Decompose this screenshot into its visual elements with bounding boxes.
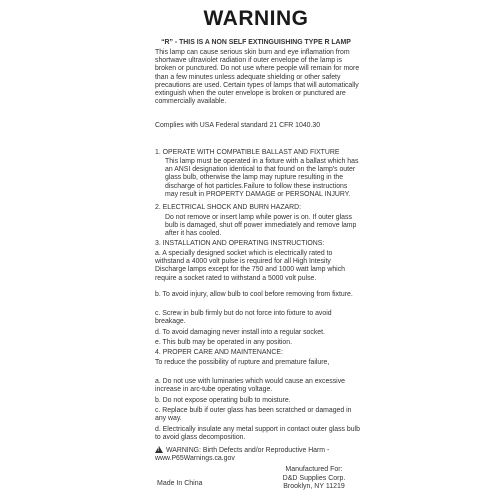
section-3-item-d: d. To avoid damaging never install into a regular socket. bbox=[155, 329, 325, 336]
made-in-text: Made In China bbox=[157, 480, 203, 487]
federal-standard-text: Complies with USA Federal standard 21 CFR 1040.30 bbox=[155, 122, 321, 129]
section-2-heading: 2. ELECTRICAL SHOCK AND BURN HAZARD: bbox=[155, 204, 302, 211]
section-4-item-b: b. Do not expose operating bulb to moisture. bbox=[155, 397, 291, 404]
warning-label bbox=[145, 4, 367, 496]
section-3-item-c: c. Screw in bulb firmly but do not force into fixture to avoid breakage. bbox=[155, 310, 332, 326]
company-city: Brooklyn, NY 11219 bbox=[283, 483, 345, 491]
section-1-heading: 1. OPERATE WITH COMPATIBLE BALLAST AND FIXTURE bbox=[155, 149, 340, 156]
section-3-heading: 3. INSTALLATION AND OPERATING INSTRUCTIONS: bbox=[155, 240, 325, 247]
manufacturer-block bbox=[269, 466, 359, 492]
section-4-heading: 4. PROPER CARE AND MAINTENANCE: bbox=[155, 349, 283, 356]
warning-triangle-icon bbox=[155, 446, 163, 453]
section-1-body: This lamp must be operated in a fixture with a ballast which has an ANSI designation identical to that found on the lamp's outer glass bulb, otherwise the lamp may rupture resulting in the discharge of hot particles.Failure to follow these instructions may result in PROPERTY DAMAGE or PERSONAL INJURY. bbox=[165, 158, 359, 198]
section-2-body: Do not remove or insert lamp while power is on. If outer glass bulb is damaged, shut off power immediately and remove lamp after it has cooled. bbox=[165, 214, 357, 238]
intro-paragraph: This lamp can cause serious skin burn and eye inflamation from shortwave ultraviolet radiation if outer envelope of the lamp is broken or punctured. Do not use where people will remain for more than a few minutes unless adequate shielding or other safety precautions are used. Certain types of lamps that will automatically extinguish when the outer envelope is broken or punctured are commercially available. bbox=[155, 49, 360, 106]
section-3-item-b: b. To avoid injury, allow bulb to cool before removing from fixture. bbox=[155, 291, 353, 298]
section-4-intro: To reduce the possibility of rupture and premature failure, bbox=[155, 359, 330, 366]
p65-warning-text: WARNING: Birth Defects and/or Reproductive Harm - www.P65Warnings.ca.gov bbox=[155, 447, 330, 463]
lamp-type-subtitle: “R” - THIS IS A NON SELF EXTINGUISHING TYPE R LAMP bbox=[161, 39, 351, 46]
manufactured-for-label: Manufactured For: bbox=[285, 466, 343, 473]
section-3-item-e: e. This bulb may be operated in any position. bbox=[155, 339, 293, 346]
p65-warning bbox=[155, 446, 361, 463]
section-4-item-a: a. Do not use with luminaries which would cause an excessive increase in arc-tube operating voltage. bbox=[155, 378, 345, 394]
section-3-item-a: a. A specially designed socket which is electrically rated to withstand a 4000 volt pulse is required for all High Intesity Discharge lamps except for the 750 and 1000 watt lamp which require a socket rated to withstand a 5000 volt pulse. bbox=[155, 250, 345, 282]
section-4-item-c: c. Replace bulb if outer glass has been scratched or damaged in any way. bbox=[155, 407, 352, 423]
company-name: D&D Supplies Corp. bbox=[282, 474, 346, 482]
section-4-item-d: d. Electrically insulate any metal support in contact outer glass bulb to avoid glass decomposition. bbox=[155, 426, 360, 442]
warning-title: WARNING bbox=[203, 7, 309, 30]
